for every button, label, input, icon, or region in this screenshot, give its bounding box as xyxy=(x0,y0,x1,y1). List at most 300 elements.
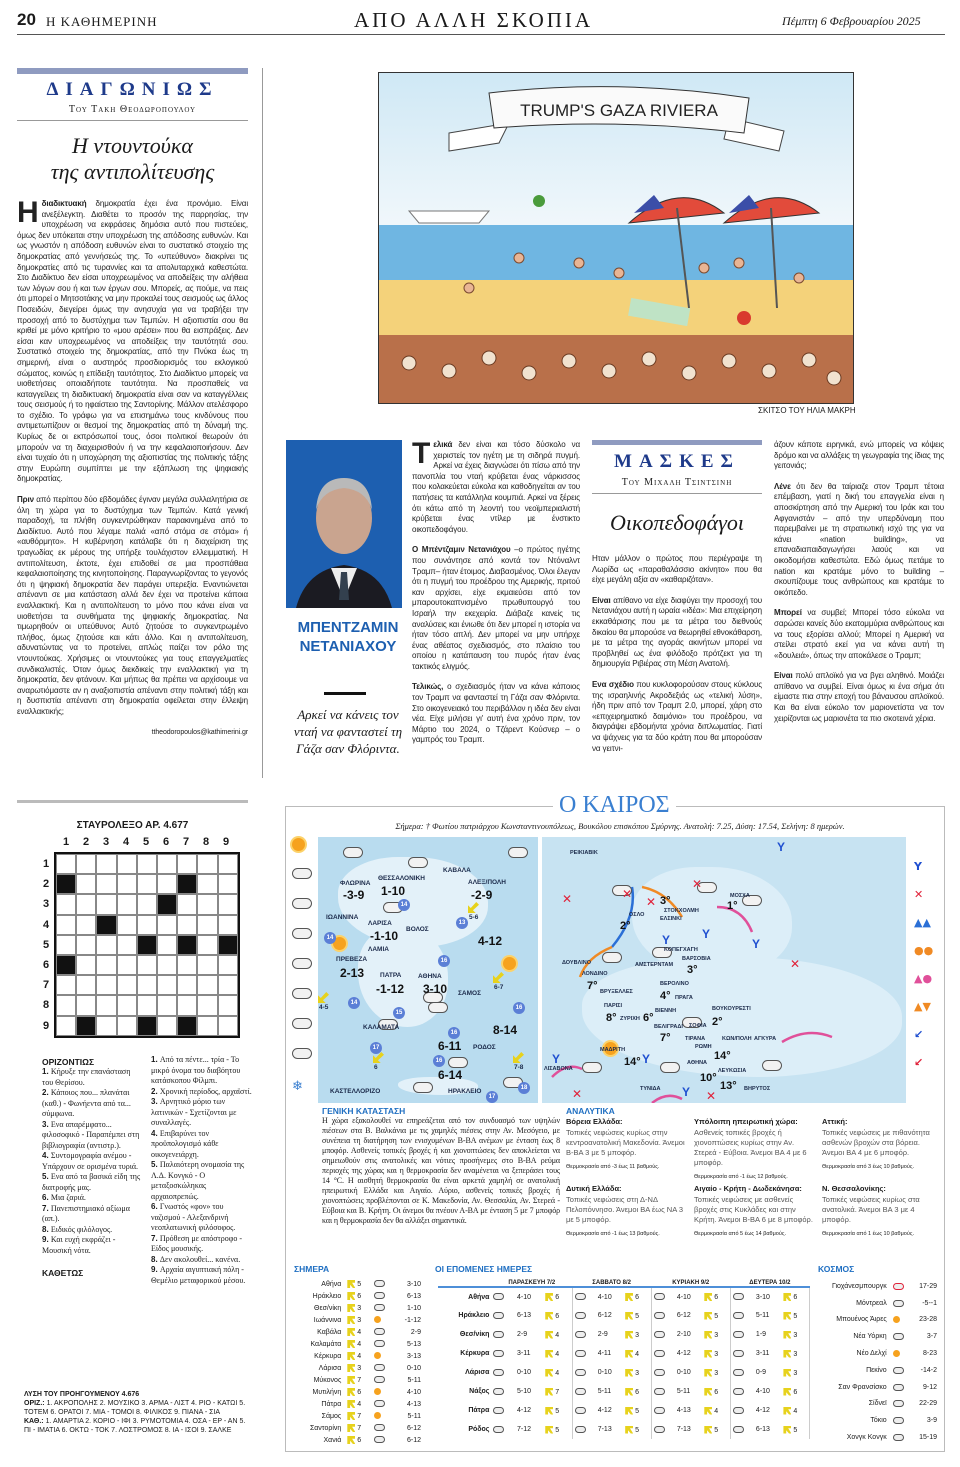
crossword-cell[interactable] xyxy=(117,955,137,975)
row-number: 5 xyxy=(42,938,50,951)
cloud-legend-icon xyxy=(292,1048,312,1059)
wind-arrow-icon xyxy=(625,1388,633,1396)
table-row xyxy=(294,1338,424,1350)
city-label: ΙΩΑΝΝΙΝΑ xyxy=(326,914,359,921)
wind-cell xyxy=(623,1363,651,1382)
wind-cell xyxy=(344,1422,371,1434)
temperature: 3-11 xyxy=(516,1350,531,1357)
city-label: ΒΟΛΟΣ xyxy=(406,926,429,933)
sea-temperature-badge: 14 xyxy=(324,932,336,944)
region-name: Δυτική Ελλάδα: xyxy=(566,1184,622,1193)
city-label: ΗΡΑΚΛΕΙΟ xyxy=(448,1088,482,1095)
city-temperature: 7° xyxy=(587,980,598,992)
crossword-cell[interactable] xyxy=(197,955,217,975)
crossword-cell[interactable] xyxy=(117,975,137,995)
cloud-icon xyxy=(575,1388,586,1395)
wind-speed: 5-6 xyxy=(469,914,479,921)
crossword-cell[interactable] xyxy=(96,995,116,1015)
clue-number: 3. xyxy=(151,1097,160,1106)
sky-cell xyxy=(651,1344,675,1363)
cloud-icon xyxy=(413,1082,433,1093)
crossword-cell[interactable] xyxy=(197,995,217,1015)
crossword-cell[interactable] xyxy=(197,915,217,935)
wind-force: 5 xyxy=(633,1426,640,1434)
crossword-cell[interactable] xyxy=(137,894,157,914)
row-number: 4 xyxy=(42,918,50,931)
crossword-cell[interactable] xyxy=(117,1016,137,1036)
city-label: ΒΡΥΞΕΛΛΕΣ xyxy=(600,989,633,995)
table-row xyxy=(438,1325,810,1344)
cloud-icon xyxy=(374,1292,385,1299)
high-pressure-icon: Y xyxy=(682,1085,691,1099)
region-text: Τοπικές νεφώσεις με ασθενείς βροχές στις Κυκλάδες και στην Κρήτη. Άνεμοι Β-ΒΑ 6 με 8 μποφόρ. xyxy=(694,1195,813,1224)
low-pressure-legend-icon: ✕ xyxy=(914,888,924,901)
row-number: 7 xyxy=(42,979,50,992)
solution-label: ΟΡΙΖ.: xyxy=(24,1400,45,1407)
temperature: 3-10 xyxy=(755,1293,770,1301)
clue-number: 7. xyxy=(42,1203,51,1213)
region-text: Τοπικές νεφώσεις κυρίως στην κεντροανατολική Μακεδονία. Άνεμοι Β-ΒΑ 3 με 5 μποφόρ. xyxy=(566,1128,685,1157)
article-title: Οικοπεδοφάγοι xyxy=(610,510,744,535)
clue-text: Επιβαρύνει τον προϋπολογισμό κάθε οικογενειάρχη. xyxy=(151,1128,219,1159)
crossword-cell[interactable] xyxy=(157,1016,177,1036)
crossword-cell[interactable] xyxy=(76,975,96,995)
table-header-row xyxy=(438,1280,810,1287)
sky-cell xyxy=(491,1306,515,1325)
city-name: Μόντρεαλ xyxy=(856,1299,887,1307)
sea-temperature-badge: 17 xyxy=(370,1042,382,1054)
city-name: Σίδνεϊ xyxy=(868,1400,887,1408)
temperature: 17-29 xyxy=(919,1282,937,1290)
wind-cell xyxy=(543,1306,572,1325)
lead-word: Τελικώς, xyxy=(412,682,444,692)
crossword-black-cell xyxy=(218,935,238,955)
sun-icon xyxy=(374,1412,381,1419)
city-name: Ρόδος xyxy=(468,1426,490,1433)
low-pressure-icon: ✕ xyxy=(706,1089,717,1103)
city-label: ΟΣΛΟ xyxy=(629,912,645,918)
crossword-cell[interactable] xyxy=(197,975,217,995)
paragraph: Ηταν μάλλον ο πρώτος που περιέγραψε τη Λωρίδα ως «παραθαλάσσιο ακίνητο» που θα είχε μεγάλη αξία αν «καθαριζόταν». xyxy=(592,554,762,585)
city-temperature: 6° xyxy=(643,1012,654,1024)
crossword-cell[interactable] xyxy=(157,915,177,935)
crossword-cell[interactable] xyxy=(117,995,137,1015)
wind-force: 4 xyxy=(553,1350,560,1358)
crossword-row-numbers xyxy=(36,854,56,1036)
wind-cell xyxy=(781,1363,809,1382)
city-label: ΚΑΒΑΛΑ xyxy=(443,867,471,874)
crossword-cell[interactable] xyxy=(137,874,157,894)
article-body xyxy=(17,196,248,738)
crossword-cell[interactable] xyxy=(137,975,157,995)
drop-cap: Τ xyxy=(412,437,431,470)
paragraph: –ο πρώτος ηγέτης που συνάντησε από κοντά τον Ντόναλντ Τραμπ– ήταν έτοιμος. Διαβασμένος. Όλοι έλεγαν ότι η πυγμή του προέδρου της Αμερικής, πριτού καν αρχίσει, είχε εκμαιεύσει από τον μπαρουτοκαπνισμένο πρωθυπουργό του Ισραήλ την εκεχειρία. Διάβαζε κανείς τις αναλύσεις και ένιωθε ότι δεν μπορεί η ιστορία να ήταν τόσο απλή. Δεν μπορεί να μην υπήρχε ένας αθέατος σχεδιασμός, στο πλαίσιο του οποίου η κατάπαυση του πυρός ήταν ένας τακτικός ελιγμός. xyxy=(412,545,580,671)
crossword-cell[interactable] xyxy=(218,955,238,975)
temperature: 5-11 xyxy=(407,1412,421,1420)
divider xyxy=(17,120,248,121)
table-row xyxy=(438,1401,810,1420)
crossword-cell[interactable] xyxy=(76,955,96,975)
crossword-cell[interactable] xyxy=(56,995,76,1015)
sun-icon xyxy=(374,1316,381,1323)
wind-force: 5 xyxy=(355,1280,362,1288)
crossword-cell[interactable] xyxy=(197,894,217,914)
wind-force: 3 xyxy=(712,1369,719,1377)
clue-item xyxy=(42,1225,143,1236)
wind-speed: 4-5 xyxy=(319,1004,329,1011)
cloud-icon xyxy=(654,1369,665,1376)
wind-force: 5 xyxy=(791,1426,798,1434)
clue-text: Αρχαία αιγυπτιακή πόλη - Θεμέλιο μεταφορικού μέσου. xyxy=(151,1265,246,1285)
wind-force: 5 xyxy=(553,1407,560,1415)
paragraph: πολύ απλοϊκό για να βγει αληθινό. Μοιάζει απίθανο να συμβεί. Είναι όμως κι ένα σήμα ότι είμαστε πια στην εποχή του βάναυσου απλοϊκού. Και θα είναι εύκολο τον μαριονετίστα να τον χειρίζονται ως μαριονέτα τα πιο σκοτεινά χέρια. xyxy=(774,671,944,723)
clue-text: Κήρυξε την επανάσταση του Θερίσου. xyxy=(42,1067,131,1087)
crossword-cell[interactable] xyxy=(177,955,197,975)
crossword-black-cell xyxy=(157,894,177,914)
sky-cell xyxy=(371,1422,394,1434)
wind-force: 4 xyxy=(791,1407,798,1415)
clue-item xyxy=(151,1129,252,1161)
low-pressure-icon: ✕ xyxy=(692,877,703,891)
city-name: Αθήνα xyxy=(321,1280,342,1288)
city-name: Σαντορίνη xyxy=(309,1424,342,1432)
crossword-cell[interactable] xyxy=(117,915,137,935)
table-row xyxy=(815,1328,940,1345)
cold-front-legend-icon: ▲▲ xyxy=(914,916,931,929)
column-number: 8 xyxy=(202,836,210,848)
sky-cell xyxy=(491,1382,515,1401)
sky-cell xyxy=(572,1401,596,1420)
crossword-cell[interactable] xyxy=(117,894,137,914)
crossword-cell[interactable] xyxy=(96,854,116,874)
crossword-cell[interactable] xyxy=(218,995,238,1015)
crossword-cell[interactable] xyxy=(56,935,76,955)
sky-cell xyxy=(572,1306,596,1325)
low-pressure-icon: ✕ xyxy=(572,1087,583,1101)
column-bar xyxy=(17,68,248,74)
city-name: Καβάλα xyxy=(317,1328,342,1336)
cloud-icon xyxy=(654,1407,665,1414)
sky-cell xyxy=(890,1379,911,1396)
clue-item xyxy=(151,1160,252,1202)
crossword-cell[interactable] xyxy=(137,995,157,1015)
sky-cell xyxy=(491,1363,515,1382)
crossword-cell[interactable] xyxy=(157,854,177,874)
crossword-cell[interactable] xyxy=(157,874,177,894)
crossword-cell[interactable] xyxy=(56,915,76,935)
low-pressure-icon: ✕ xyxy=(646,895,657,909)
day-header: ΔΕΥΤΕΡΑ 10/2 xyxy=(730,1280,809,1287)
clue-number: 2. xyxy=(151,1086,160,1096)
city-name: Αθήνα xyxy=(468,1293,490,1301)
crossword-cell[interactable] xyxy=(137,955,157,975)
crossword-cell[interactable] xyxy=(117,935,137,955)
clue-item xyxy=(42,1120,143,1152)
temperature: 6-12 xyxy=(406,1424,421,1432)
wind-force: 6 xyxy=(712,1293,719,1301)
cloud-icon xyxy=(374,1400,385,1407)
sky-cell xyxy=(371,1410,394,1422)
clue-number: 7. xyxy=(151,1233,160,1243)
clue-text: Χρονική περίοδος, αρχαϊστί. xyxy=(159,1086,252,1096)
temperature: 6-12 xyxy=(597,1312,612,1319)
paragraph: απίθανο να είχε διαφύγει την προσοχή του Νετανιάχου αυτή η ωραία «ιδέα»: Μια επιχείρηση εκκαθάρισης που με τα μέτρα του διεθνούς δικαίου θα μπορούσε να θεωρηθεί εθνοκάθαρση, με τα μέτρα της αγοράς ακινήτων μπορεί να προβληθεί ως ένα φιλόδοξο πρότζεκτ για τη δημιουργία Ριβιέρας στη Μέση Ανατολή. xyxy=(592,595,762,669)
crossword-cell[interactable] xyxy=(218,915,238,935)
sky-cell xyxy=(730,1420,754,1439)
wind-force: 5 xyxy=(633,1312,640,1320)
sea-temperature-badge: 16 xyxy=(448,1027,460,1039)
city-label: ΑΘΗΝΑ xyxy=(418,973,442,980)
crossword-cell[interactable] xyxy=(197,874,217,894)
clue-text: Μια ζαριά. xyxy=(50,1193,86,1202)
cloud-icon xyxy=(575,1369,586,1376)
city-label: ΑΘΗΝΑ xyxy=(687,1060,708,1066)
crossword-cell[interactable] xyxy=(218,874,238,894)
temperature: 4-11 xyxy=(597,1350,612,1357)
temperature: 7-13 xyxy=(597,1426,612,1433)
crossword-cell[interactable] xyxy=(96,975,116,995)
sky-cell xyxy=(371,1290,394,1302)
sky-cell xyxy=(890,1278,911,1295)
cloud-legend-icon xyxy=(292,868,312,879)
clue-number: 4. xyxy=(42,1151,51,1160)
city-name: Κέρκυρα xyxy=(460,1350,490,1357)
wind-cell xyxy=(344,1410,371,1422)
crossword-cell[interactable] xyxy=(117,874,137,894)
crossword-cell[interactable] xyxy=(218,894,238,914)
cloud-icon xyxy=(893,1367,904,1374)
wind-cell xyxy=(344,1386,371,1398)
wind-force: 3 xyxy=(633,1331,640,1339)
crossword-cell[interactable] xyxy=(117,854,137,874)
portrait-illustration xyxy=(286,440,402,608)
sea-temperature-badge: 16 xyxy=(433,1055,445,1067)
clue-number: 1. xyxy=(151,1055,160,1064)
city-label: ΚΟΠΕΓΧΑΓΗ xyxy=(664,947,698,953)
city-temperature: 3-10 xyxy=(423,982,448,996)
city-name: Ηράκλειο xyxy=(312,1292,342,1300)
wind-force: 4 xyxy=(355,1328,362,1336)
wind-cell xyxy=(781,1306,809,1325)
crossword-cell[interactable] xyxy=(76,935,96,955)
temperature: 2-9 xyxy=(597,1331,608,1338)
sky-cell xyxy=(890,1412,911,1429)
crossword-cell[interactable] xyxy=(157,975,177,995)
row-number: 2 xyxy=(42,878,50,891)
crossword-cell[interactable] xyxy=(56,1016,76,1036)
crossword-cell[interactable] xyxy=(218,1016,238,1036)
crossword-cell[interactable] xyxy=(157,935,177,955)
city-name: Ηράκλειο xyxy=(458,1312,490,1319)
wind-force: 5 xyxy=(712,1312,719,1320)
temperature: 1-10 xyxy=(406,1304,421,1312)
sky-cell xyxy=(730,1287,754,1306)
temperature: 3-7 xyxy=(926,1333,937,1341)
name-line: ΜΠΕΝΤΖΑΜΙΝ xyxy=(297,619,399,636)
city-label: ΣΟΦΙΑ xyxy=(689,1023,707,1029)
crossword-cell[interactable] xyxy=(177,915,197,935)
table-row xyxy=(294,1410,424,1422)
wind-cell xyxy=(623,1420,651,1439)
clue-number: 6. xyxy=(151,1202,160,1211)
wind-cell xyxy=(543,1363,572,1382)
clue-number: 9. xyxy=(42,1235,51,1244)
wind-arrow-icon xyxy=(625,1369,633,1377)
region-name: Υπόλοιπη ηπειρωτική χώρα: xyxy=(694,1117,798,1126)
issue-date: Πέμπτη 6 Φεβρουαρίου 2025 xyxy=(782,14,921,28)
crossword-cell[interactable] xyxy=(177,894,197,914)
crossword-cell[interactable] xyxy=(218,854,238,874)
crossword-cell[interactable] xyxy=(197,1016,217,1036)
city-temperature: 14° xyxy=(624,1056,641,1068)
column-kicker: ΔΙΑΓΩΝΙΩΣ xyxy=(46,79,219,100)
wind-cell xyxy=(623,1344,651,1363)
cloud-legend-icon xyxy=(292,928,312,939)
crossword-cell[interactable] xyxy=(157,995,177,1015)
city-temperature: 10° xyxy=(700,1072,717,1084)
crossword-cell[interactable] xyxy=(197,935,217,955)
section-heading: ΟΙ ΕΠΟΜΕΝΕΣ ΗΜΕΡΕΣ xyxy=(435,1264,533,1274)
temperature: 22-29 xyxy=(919,1400,937,1408)
temperature: 7-13 xyxy=(676,1426,691,1433)
sky-cell xyxy=(730,1325,754,1344)
clue-number: 4. xyxy=(151,1128,160,1138)
cloud-icon xyxy=(762,1060,782,1071)
maskes-column xyxy=(592,440,762,764)
wind-force: 6 xyxy=(712,1388,719,1396)
crossword-cell[interactable] xyxy=(197,854,217,874)
lead-word: Ενα σχέδιο xyxy=(592,679,634,689)
wind-arrow-icon xyxy=(625,1350,633,1358)
wind-force: 4 xyxy=(712,1407,719,1415)
stationary-front-legend-icon: ▲▼ xyxy=(914,1000,931,1013)
sky-cell xyxy=(572,1420,596,1439)
name-line: ΝΕΤΑΝΙΑΧΟΥ xyxy=(299,638,397,655)
temperature: 6-13 xyxy=(516,1312,531,1319)
crossword-cell[interactable] xyxy=(157,955,177,975)
crossword-cell[interactable] xyxy=(76,854,96,874)
crossword-cell[interactable] xyxy=(137,854,157,874)
crossword-cell[interactable] xyxy=(76,915,96,935)
column-number: 4 xyxy=(122,836,130,848)
clue-text: Και ευχή εκφράζει - Μουσική νότα. xyxy=(42,1235,116,1255)
cloud-icon xyxy=(493,1426,504,1433)
crossword-cell[interactable] xyxy=(177,975,197,995)
spacer xyxy=(42,1256,143,1266)
clue-text: Συντομογραφία ανέμου - Υπάρχουν σε ορισμένα τυριά. xyxy=(42,1151,139,1171)
sky-cell xyxy=(651,1325,675,1344)
city-label: ΛΑΡΙΣΑ xyxy=(368,920,392,927)
clue-text: Ενα απαρέμφατο... φιλοσοφικό - Παραπέμπει στη βιβλιογραφία (αντιστρ.). xyxy=(42,1119,140,1150)
city-name: Γιοχάνεσμπουργκ xyxy=(831,1282,887,1290)
table-row xyxy=(815,1412,940,1429)
crossword-grid xyxy=(54,852,240,1038)
occluded-front xyxy=(652,1096,682,1103)
crossword-cell[interactable] xyxy=(76,894,96,914)
sky-cell xyxy=(572,1382,596,1401)
temperature: 4-13 xyxy=(676,1407,691,1414)
column-number: 9 xyxy=(222,836,230,848)
sky-cell xyxy=(651,1401,675,1420)
cloud-icon xyxy=(428,1002,448,1013)
column-number: 2 xyxy=(82,836,90,848)
clue-number: 3. xyxy=(42,1119,51,1129)
wind-cell xyxy=(702,1363,730,1382)
author-email[interactable]: ttheodoropoulos@kathimerini.gr xyxy=(151,728,248,736)
cloud-icon xyxy=(733,1388,744,1395)
crossword-cell[interactable] xyxy=(177,995,197,1015)
table-row xyxy=(815,1312,940,1329)
wind-force: 6 xyxy=(791,1388,798,1396)
crossword-cell[interactable] xyxy=(218,975,238,995)
crossword-column-numbers xyxy=(56,836,236,848)
temperature: 5-11 xyxy=(597,1388,612,1395)
city-label: ΕΛΣΙΝΚΙ xyxy=(660,916,682,922)
sky-cell xyxy=(890,1362,911,1379)
temperature: 4-10 xyxy=(755,1388,770,1395)
clue-text: Πρόθεση με απόστροφο - Είδος μουσικής. xyxy=(151,1233,243,1253)
sky-cell xyxy=(730,1382,754,1401)
clue-item xyxy=(151,1255,252,1266)
wind-cell xyxy=(344,1290,371,1302)
city-temperature: 1-10 xyxy=(381,884,406,898)
cloud-icon xyxy=(575,1407,586,1414)
weather-subtitle: Σήμερα: † Φωτίου πατριάρχου Κωνσταντινουπόλεως, Βουκόλου επισκόπου Σμύρνης. Ανατολή: 7.25, Δύση: 17.54, Σελήνη: 8 ημερών. xyxy=(395,821,845,831)
crossword-black-cell xyxy=(177,935,197,955)
crossword-cell[interactable] xyxy=(96,935,116,955)
section-heading: ΚΟΣΜΟΣ xyxy=(818,1264,855,1274)
city-label: ΜΟΣΧΑ xyxy=(730,893,750,899)
crossword-cell[interactable] xyxy=(56,975,76,995)
crossword-black-cell xyxy=(137,1016,157,1036)
clue-text: Από τα πέντε... τρία - Το μικρό όνομα του διαβόητου κατάσκοπου Φίλμπι. xyxy=(151,1055,241,1085)
crossword-cell[interactable] xyxy=(96,874,116,894)
crossword-cell[interactable] xyxy=(56,854,76,874)
clue-item xyxy=(151,1265,252,1286)
clue-number: 2. xyxy=(42,1088,51,1097)
city-label: ΚΩΝ/ΠΟΛΗ xyxy=(722,1036,752,1042)
wind-speed: 7-8 xyxy=(514,1064,524,1071)
crossword-cell[interactable] xyxy=(76,995,96,1015)
paragraph: δεν είναι και τόσο δύσκολο να χειριστείς τον ηγέτη με τη σιδηρά πυγμή. Αρκεί να έχεις διαγνώσει ότι πίσω από την πανοπλία του νταή κρύβεται ένας νάρκισσος που κολακεύεται εύκολα και καθοδηγείται αν του πατήσεις τα κατάλληλα κουμπιά. Αρκεί να ξέρεις ότι κάτω από τη λεοντή του νεοϊμπεριαλιστή κρύβεται ένας ντίλερ με ένστικτο οικοπεδοφάγου. xyxy=(412,440,580,534)
clue-item xyxy=(42,1172,143,1193)
sky-cell xyxy=(491,1420,515,1439)
temperature: 4-12 xyxy=(676,1350,691,1357)
crossword-cell[interactable] xyxy=(56,894,76,914)
crossword-cell[interactable] xyxy=(177,854,197,874)
city-name: Λάρισα xyxy=(318,1364,342,1372)
row-number: 8 xyxy=(42,999,50,1012)
wind-arrow-icon xyxy=(625,1293,633,1301)
diagonios-column xyxy=(17,68,248,748)
wind-cell xyxy=(702,1420,730,1439)
crossword-cell[interactable] xyxy=(137,915,157,935)
sky-cell xyxy=(890,1345,911,1362)
wind-force: 6 xyxy=(553,1312,560,1320)
temperature: 0-10 xyxy=(676,1369,691,1376)
day-header: ΚΥΡΙΑΚΗ 9/2 xyxy=(651,1280,730,1287)
cloud-icon xyxy=(893,1300,904,1307)
cloud-icon xyxy=(575,1331,586,1338)
crossword-cell[interactable] xyxy=(76,874,96,894)
crossword-cell[interactable] xyxy=(96,894,116,914)
city-label: ΣΤΟΚΧΟΛΜΗ xyxy=(664,908,699,914)
crossword-cell[interactable] xyxy=(96,1016,116,1036)
table-row xyxy=(294,1374,424,1386)
wind-speed: 6-7 xyxy=(494,984,504,991)
crossword-cell[interactable] xyxy=(96,955,116,975)
crossword-black-cell xyxy=(56,874,76,894)
